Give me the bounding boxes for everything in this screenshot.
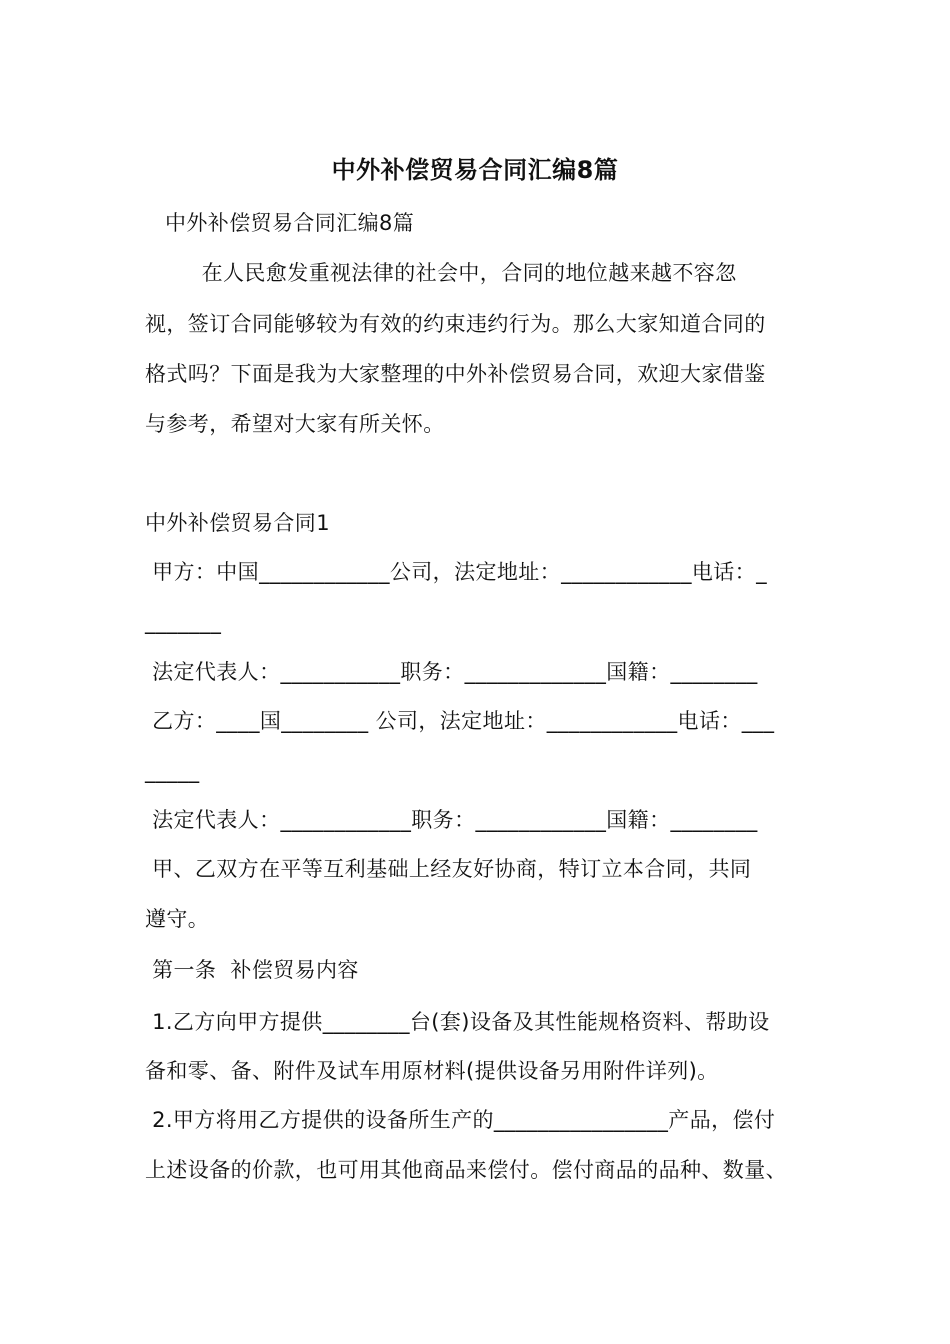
intro-line-2: 视，签订合同能够较为有效的约束违约行为。那么大家知道合同的 — [145, 312, 766, 336]
party-a-line-2: _______ — [145, 610, 222, 634]
document-title: 中外补偿贸易合同汇编8篇 — [331, 156, 619, 184]
article-1-heading: 第一条 补偿贸易内容 — [145, 958, 359, 982]
intro-line-1: 在人民愈发重视法律的社会中，合同的地位越来越不容忽 — [145, 261, 737, 285]
item-2-line-1: 2.甲方将用乙方提供的设备所生产的________________产品，偿付 — [145, 1108, 776, 1132]
item-2-line-2: 上述设备的价款，也可用其他商品来偿付。偿付商品的品种、数量、 — [145, 1158, 787, 1182]
party-b-line-2: _____ — [145, 759, 200, 783]
intro-line-3: 格式吗？下面是我为大家整理的中外补偿贸易合同，欢迎大家借鉴 — [145, 362, 766, 386]
intro-line-4: 与参考，希望对大家有所关怀。 — [145, 412, 445, 436]
party-a-line-1: 甲方：中国____________公司，法定地址：____________电话：_ — [145, 560, 767, 584]
agreement-line-1: 甲、乙双方在平等互利基础上经友好协商，特订立本合同，共同 — [145, 857, 752, 881]
item-1-line-2: 备和零、备、附件及试车用原材料(提供设备另用附件详列)。 — [145, 1059, 719, 1083]
item-1-line-1: 1.乙方向甲方提供________台(套)设备及其性能规格资料、帮助设 — [145, 1010, 770, 1034]
document-subtitle: 中外补偿贸易合同汇编8篇 — [165, 211, 415, 235]
agreement-line-2: 遵守。 — [145, 907, 210, 931]
party-b-representative: 法定代表人：____________职务：____________国籍：________ — [145, 808, 758, 832]
section-heading: 中外补偿贸易合同1 — [145, 511, 330, 535]
party-a-representative: 法定代表人：___________职务：_____________国籍：________ — [145, 660, 758, 684]
party-b-line-1: 乙方：____国________ 公司，法定地址：____________电话：___ — [145, 709, 775, 733]
